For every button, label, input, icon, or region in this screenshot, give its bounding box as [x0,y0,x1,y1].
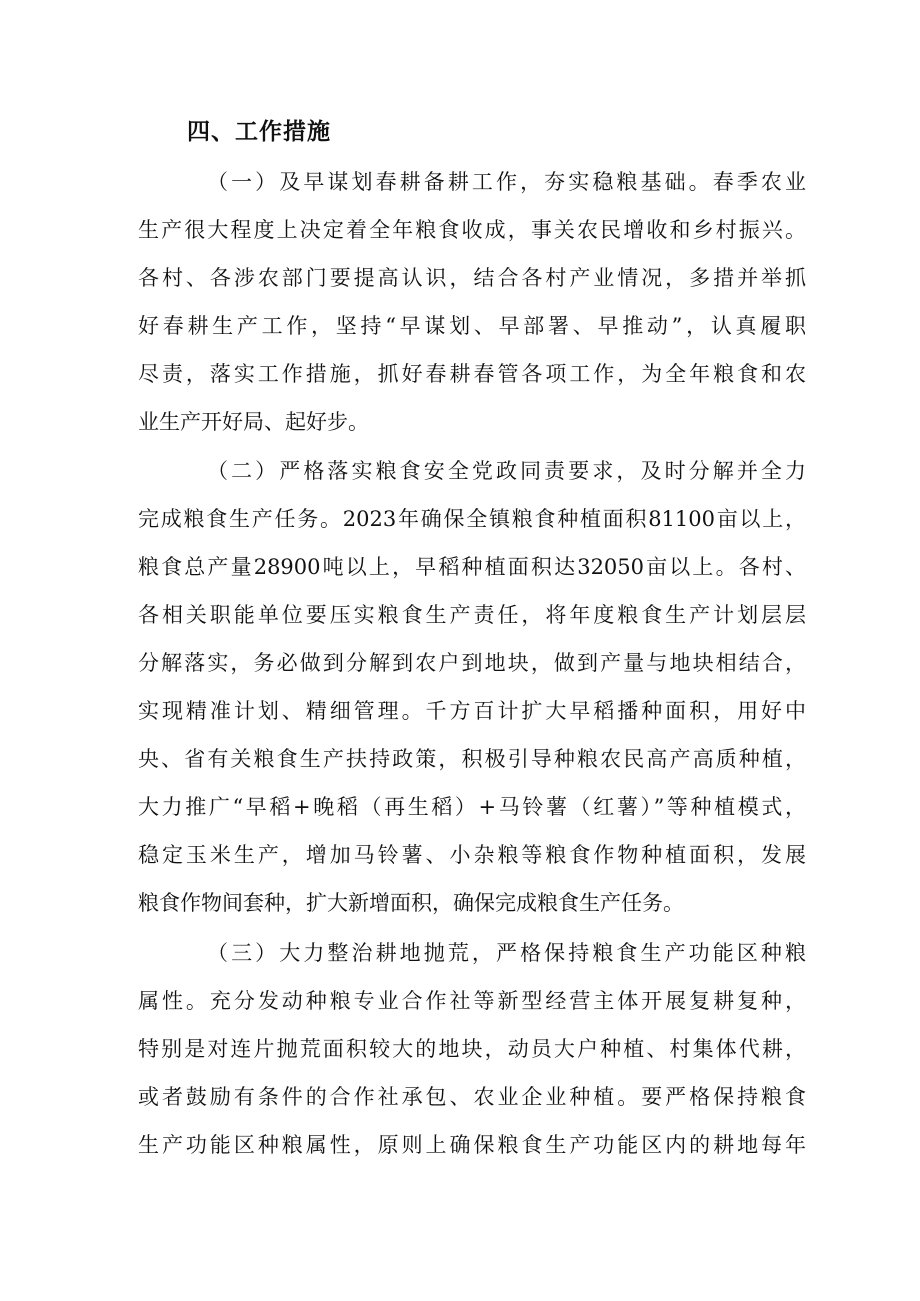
paragraph-3-line-4: 或者鼓励有条件的合作社承包、农业企业种植。要严格保持粮食 [138,1085,806,1109]
paragraph-2-line-9: 稳定玉米生产，增加马铃薯、小杂粮等粮食作物种植面积，发展 [138,843,806,867]
paragraph-3-line-1: （三）大力整治耕地抛荒，严格保持粮食生产功能区种粮 [207,941,806,965]
paragraph-2-line-10: 粮食作物间套种，扩大新增面积，确保完成粮食生产任务。 [138,891,684,915]
paragraph-1-line-2: 生产很大程度上决定着全年粮食收成，事关农民增收和乡村振兴。 [138,218,806,242]
paragraph-3-line-2: 属性。充分发动种粮专业合作社等新型经营主体开展复耕复种， [138,989,806,1013]
paragraph-2-line-6: 实现精准计划、精细管理。千方百计扩大早稻播种面积，用好中 [138,699,806,723]
paragraph-1-line-6: 业生产开好局、起好步。 [138,410,369,434]
paragraph-1-line-1: （一）及早谋划春耕备耕工作，夯实稳粮基础。春季农业 [207,170,806,194]
paragraph-2-line-7: 央、省有关粮食生产扶持政策，积极引导种粮农民高产高质种植， [138,747,806,771]
paragraph-1-line-5: 尽责，落实工作措施，抓好春耕春管各项工作，为全年粮食和农 [138,362,806,386]
paragraph-2-line-5: 分解落实，务必做到分解到农户到地块，做到产量与地块相结合， [138,651,806,675]
paragraph-2-line-8: 大力推广“早稻+晚稻（再生稻）+马铃薯（红薯）”等种植模式， [138,795,806,819]
paragraph-1-line-4: 好春耕生产工作，坚持“早谋划、早部署、早推动”，认真履职 [138,314,806,338]
paragraph-2-line-3: 粮食总产量28900吨以上，早稻种植面积达32050亩以上。各村、 [138,555,806,579]
paragraph-1-line-3: 各村、各涉农部门要提高认识，结合各村产业情况，多措并举抓 [138,266,806,290]
paragraph-3-line-3: 特别是对连片抛荒面积较大的地块，动员大户种植、村集体代耕， [138,1037,806,1061]
paragraph-3-line-5: 生产功能区种粮属性，原则上确保粮食生产功能区内的耕地每年 [138,1133,806,1157]
paragraph-2-line-1: （二）严格落实粮食安全党政同责要求，及时分解并全力 [207,459,806,483]
paragraph-2-line-2: 完成粮食生产任务。2023年确保全镇粮食种植面积81100亩以上， [138,507,806,531]
section-heading: 四、工作措施 [187,119,331,145]
paragraph-2-line-4: 各相关职能单位要压实粮食生产责任，将年度粮食生产计划层层 [138,603,806,627]
